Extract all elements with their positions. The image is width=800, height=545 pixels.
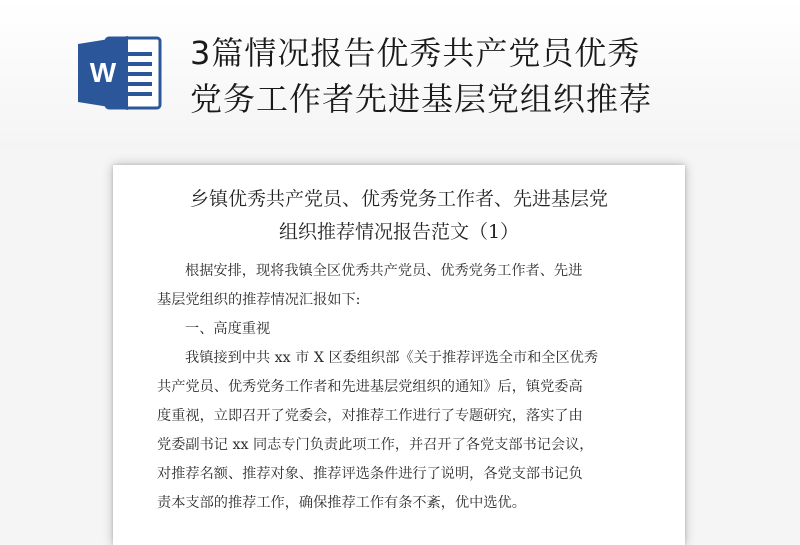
paragraph-line: 共产党员、优秀党务工作者和先进基层党组织的通知》后，镇党委高: [157, 379, 583, 395]
document-title-line: 乡镇优秀共产党员、优秀党务工作者、先进基层党: [189, 188, 608, 210]
document-body: [157, 257, 647, 518]
paragraph-line: 度重视，立即召开了党委会，对推荐工作进行了专题研究，落实了由: [157, 408, 583, 424]
document-title: [113, 183, 685, 249]
svg-text:W: W: [89, 57, 117, 88]
document-page: [113, 165, 685, 545]
paragraph-line: 对推荐名额、推荐对象、推荐评选条件进行了说明，各党支部书记负: [157, 466, 583, 482]
paragraph-line: 党委副书记 xx 同志专门负责此项工作，并召开了各党支部书记会议，: [157, 437, 594, 453]
paragraph-line: 责本支部的推荐工作，确保推荐工作有条不紊，优中选优。: [157, 495, 526, 511]
paragraph-line: 根据安排，现将我镇全区优秀共产党员、优秀党务工作者、先进: [185, 263, 583, 279]
page-title: [190, 30, 790, 122]
header-banner: [0, 0, 800, 150]
document-title-line: 组织推荐情况报告范文（1）: [278, 221, 520, 243]
paragraph-line: 我镇接到中共 xx 市 X 区委组织部《关于推荐评选全市和全区优秀: [185, 350, 599, 366]
title-line: 党务工作者先进基层党组织推荐: [190, 80, 653, 118]
paragraph-line: 基层党组织的推荐情况汇报如下:: [157, 292, 361, 308]
word-document-icon: [76, 32, 164, 114]
section-heading: 一、高度重视: [185, 321, 271, 337]
title-line: 3篇情况报告优秀共产党员优秀: [190, 34, 641, 72]
